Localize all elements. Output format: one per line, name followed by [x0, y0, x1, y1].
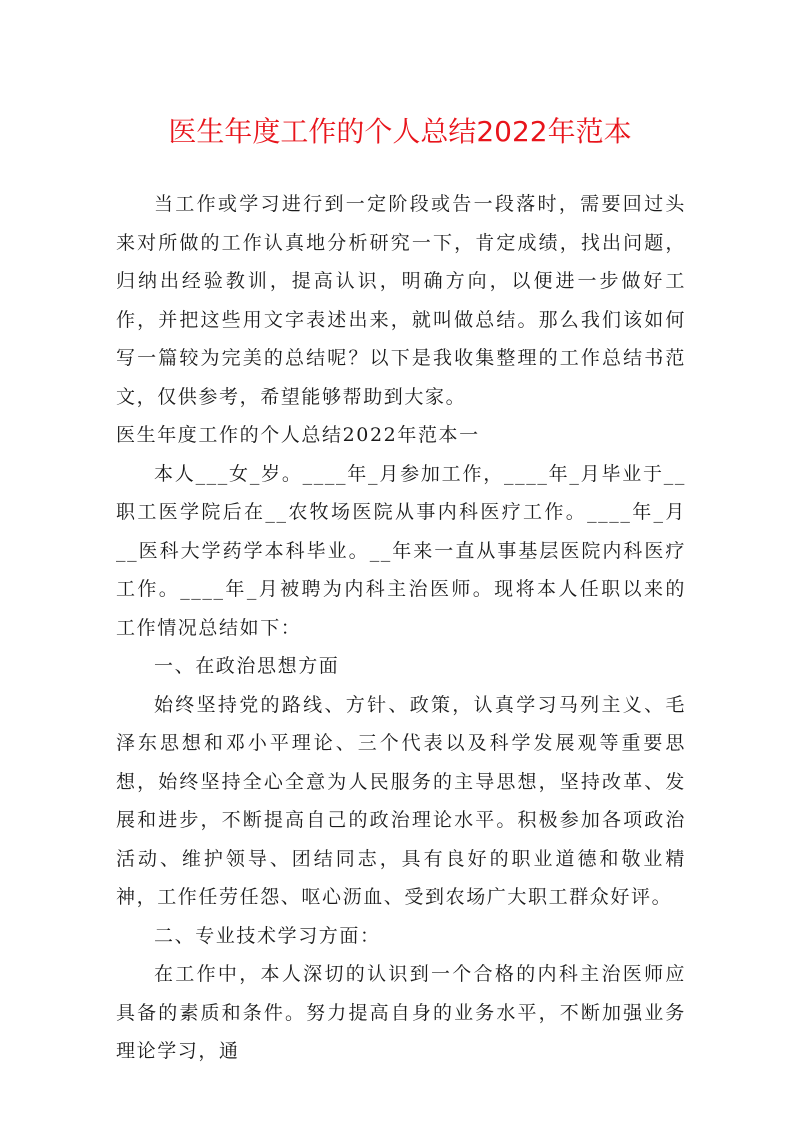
- section-heading-professional: 二、专业技术学习方面：: [154, 924, 381, 947]
- paragraph-intro: 当工作或学习进行到一定阶段或告一段落时，需要回过头来对所做的工作认真地分析研究一下，肯定成绩，找出问题，归纳出经验教训，提高认识，明确方向，以便进一步做好工作，并把这些用文字表述出来，就叫做总结。那么我们该如何写一篇较为完美的总结呢？以下是我收集整理的工作总结书范文，仅供参考，希望能够帮助到大家。: [116, 193, 686, 408]
- paragraph-personal-info: 本人___女_岁。____年_月参加工作，____年_月毕业于__职工医学院后在__农牧场医院从事内科医疗工作。____年_月__医科大学药学本科毕业。__年来一直从事基层医院内科医疗工作。____年_月被聘为内科主治医师。现将本人任职以来的工作情况总结如下：: [116, 462, 686, 639]
- paragraph-subtitle: 医生年度工作的个人总结2022年范本一: [116, 424, 480, 446]
- section-heading-politics: 一、在政治思想方面: [154, 655, 340, 677]
- paragraph-professional: 在工作中，本人深切的认识到一个合格的内科主治医师应具备的素质和条件。努力提高自身的业务水平，不断加强业务理论学习，通: [116, 963, 686, 1062]
- paragraph-politics: 始终坚持党的路线、方针、政策，认真学习马列主义、毛泽东思想和邓小平理论、三个代表以及科学发展观等重要思想，始终坚持全心全意为人民服务的主导思想，坚持改革、发展和进步，不断提高自己的政治理论水平。积极参加各项政治活动、维护领导、团结同志，具有良好的职业道德和敬业精神，工作任劳任怨、呕心沥血、受到农场广大职工群众好评。: [116, 693, 686, 908]
- document-title: 医生年度工作的个人总结2022年范本: [168, 115, 632, 148]
- document-body: [116, 185, 686, 1071]
